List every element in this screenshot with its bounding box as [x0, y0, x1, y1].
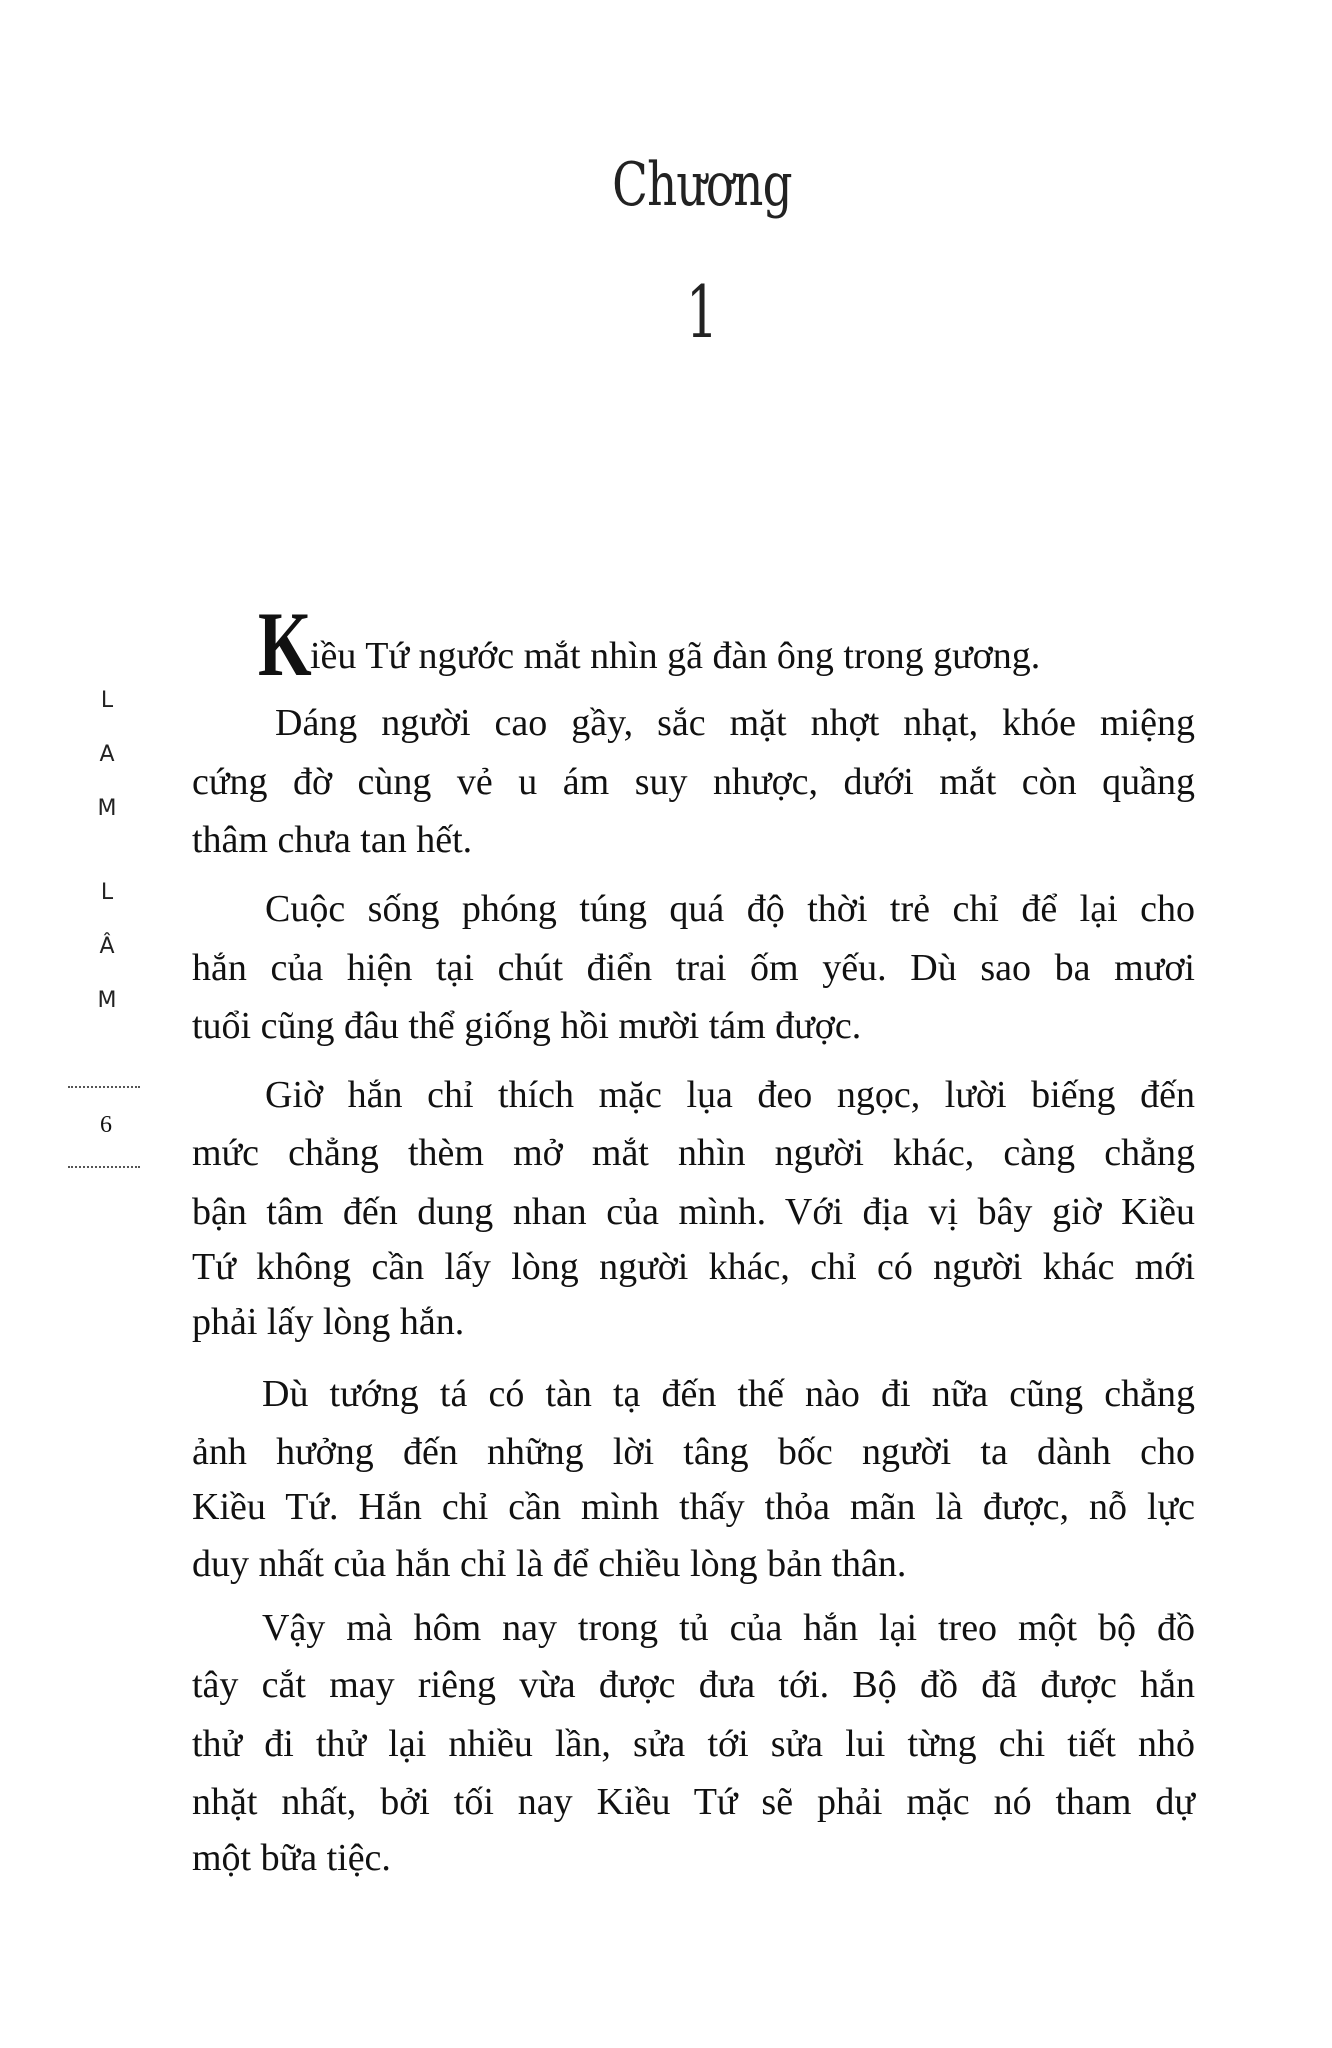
side-title-letter: L: [100, 880, 114, 905]
text-line: tây cắt may riêng vừa được đưa tới. Bộ đồ đã được hắn: [192, 1664, 1195, 1707]
text-line: thâm chưa tan hết.: [192, 819, 473, 862]
drop-cap: K: [258, 593, 312, 695]
side-title-letter: A: [99, 742, 115, 767]
text-line: Vậy mà hôm nay trong tủ của hắn lại treo một bộ đồ: [262, 1606, 1195, 1649]
text-line: Dù tướng tá có tàn tạ đến thế nào đi nữa cũng chẳng: [262, 1372, 1195, 1415]
side-title-letter: M: [97, 988, 117, 1013]
text-line: Giờ hắn chỉ thích mặc lụa đeo ngọc, lười biếng đến: [265, 1073, 1195, 1116]
text-line: duy nhất của hắn chỉ là để chiều lòng bản thân.: [192, 1543, 907, 1586]
text-line: bận tâm đến dung nhan của mình. Với địa vị bây giờ Kiều: [192, 1190, 1195, 1233]
text-line: nhặt nhất, bởi tối nay Kiều Tứ sẽ phải mặc nó tham dự: [192, 1781, 1195, 1824]
text-line: Dáng người cao gầy, sắc mặt nhợt nhạt, khóe miệng: [275, 702, 1195, 745]
text-line: cứng đờ cùng vẻ u ám suy nhược, dưới mắt còn quầng: [192, 760, 1195, 803]
text-line: phải lấy lòng hắn.: [192, 1301, 465, 1344]
text-line: một bữa tiệc.: [192, 1837, 391, 1879]
text-line: ảnh hưởng đến những lời tâng bốc người ta dành cho: [192, 1431, 1195, 1474]
text-line: Tứ không cần lấy lòng người khác, chỉ có người khác mới: [192, 1245, 1195, 1288]
page-number: 6: [100, 1112, 112, 1138]
text-line: iều Tứ ngước mắt nhìn gã đàn ông trong gương.: [310, 634, 1041, 677]
text-line: thử đi thử lại nhiều lần, sửa tới sửa lui từng chi tiết nhỏ: [192, 1722, 1195, 1765]
side-title-letter: Â: [99, 934, 115, 959]
divider: [68, 1166, 140, 1168]
chapter-title: Chương: [612, 150, 792, 220]
side-title-letter: L: [100, 688, 114, 713]
chapter-number: 1: [685, 270, 719, 354]
text-line: hắn của hiện tại chút điển trai ốm yếu. Dù sao ba mươi: [192, 946, 1195, 989]
text-line: Kiều Tứ. Hắn chỉ cần mình thấy thỏa mãn là được, nỗ lực: [192, 1486, 1195, 1528]
text-line: Cuộc sống phóng túng quá độ thời trẻ chỉ để lại cho: [265, 888, 1195, 930]
side-title-letter: M: [97, 796, 117, 821]
divider: [68, 1086, 140, 1088]
text-line: mức chẳng thèm mở mắt nhìn người khác, càng chẳng: [192, 1132, 1195, 1175]
text-line: tuổi cũng đâu thể giống hồi mười tám được.: [192, 1005, 862, 1047]
